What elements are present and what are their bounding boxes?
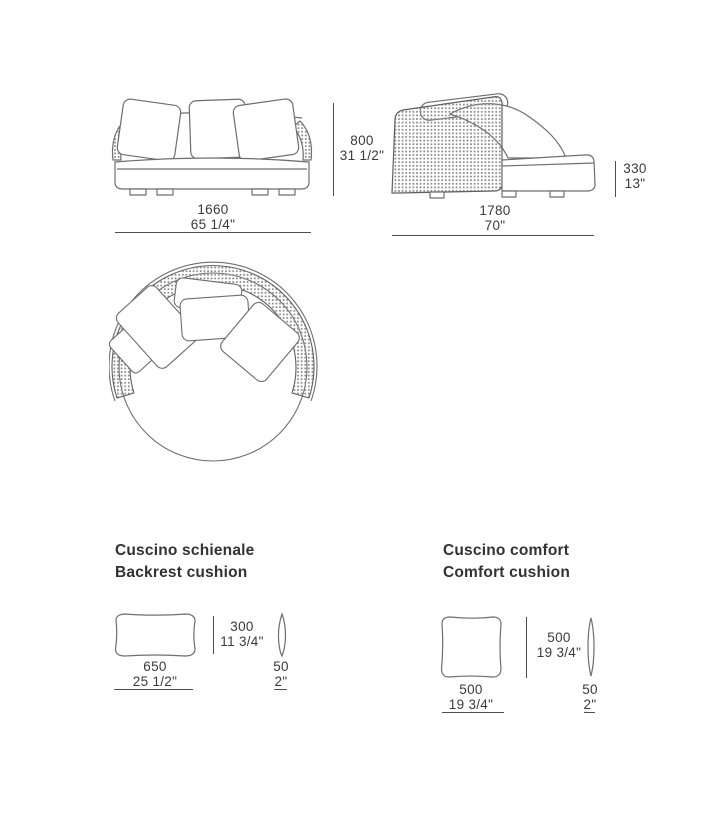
backrest-width-dimension — [111, 660, 199, 689]
side-seat-height-dimension — [619, 162, 651, 191]
front-width-dimension — [115, 203, 311, 232]
dim-mm: 800 — [350, 133, 374, 148]
backrest-cushion-title — [115, 540, 255, 583]
backrest-width-dim-line — [114, 689, 193, 690]
comfort-cushion-profile-drawing — [584, 616, 596, 678]
sofa-side-view-drawing — [390, 92, 602, 202]
dim-inch: 25 1/2" — [132, 673, 178, 689]
dim-mm: 650 — [143, 659, 167, 674]
sofa-front-view-drawing — [106, 94, 318, 204]
title-english: Comfort cushion — [443, 563, 570, 581]
comfort-width-dim-line — [442, 712, 504, 713]
foot — [157, 189, 173, 195]
comfort-width-dimension — [437, 683, 505, 712]
side-mesh-back-panel — [392, 97, 502, 193]
backrest-height-dimension — [219, 620, 265, 649]
side-seat-height-dim-line — [615, 161, 616, 197]
foot — [550, 191, 564, 197]
comfort-thickness-dimension — [576, 683, 604, 712]
foot — [252, 189, 268, 195]
comfort-height-dimension — [533, 631, 585, 660]
foot — [130, 189, 146, 195]
side-length-dim-line — [392, 235, 594, 236]
backrest-height-dim-line — [213, 616, 214, 654]
backrest-cushion-front-drawing — [111, 611, 199, 659]
dim-inch: 65 1/4" — [190, 216, 236, 232]
foot — [279, 189, 295, 195]
comfort-thickness-dim-line — [584, 712, 595, 713]
dim-mm: 50 — [273, 659, 289, 674]
backrest-cushion-profile-drawing — [274, 612, 288, 658]
comfort-cushion-title — [443, 540, 570, 583]
base-front — [115, 158, 309, 189]
dim-mm: 50 — [582, 682, 598, 697]
dim-inch: 19 3/4" — [536, 644, 582, 660]
front-height-dimension — [335, 134, 389, 163]
dim-mm: 1780 — [479, 203, 511, 218]
backrest-thickness-dim-line — [274, 689, 287, 690]
comfort-height-dim-line — [526, 617, 527, 678]
dim-inch: 2" — [274, 673, 288, 689]
front-right-cushion — [232, 98, 299, 162]
dim-inch: 19 3/4" — [448, 696, 494, 712]
dim-inch: 31 1/2" — [339, 147, 385, 163]
front-width-dim-line — [115, 232, 311, 233]
backrest-thickness-dimension — [267, 660, 295, 689]
title-english: Backrest cushion — [115, 563, 248, 581]
foot — [502, 191, 516, 197]
side-seat — [502, 155, 595, 191]
front-height-dim-line — [333, 103, 334, 196]
dim-inch: 11 3/4" — [220, 633, 264, 649]
foot — [430, 192, 444, 198]
dim-inch: 13" — [624, 175, 646, 191]
title-italian: Cuscino schienale — [115, 542, 255, 559]
side-length-dimension — [392, 204, 598, 233]
front-left-cushion — [116, 98, 181, 162]
dim-mm: 1660 — [197, 202, 229, 217]
comfort-cushion-front-drawing — [437, 614, 505, 680]
dim-mm: 500 — [459, 682, 483, 697]
sofa-top-view-drawing — [109, 255, 319, 475]
dim-mm: 330 — [623, 161, 647, 176]
dim-inch: 2" — [583, 696, 597, 712]
dim-mm: 500 — [547, 630, 571, 645]
dim-inch: 70" — [484, 217, 506, 233]
title-italian: Cuscino comfort — [443, 542, 570, 559]
dim-mm: 300 — [230, 619, 254, 634]
